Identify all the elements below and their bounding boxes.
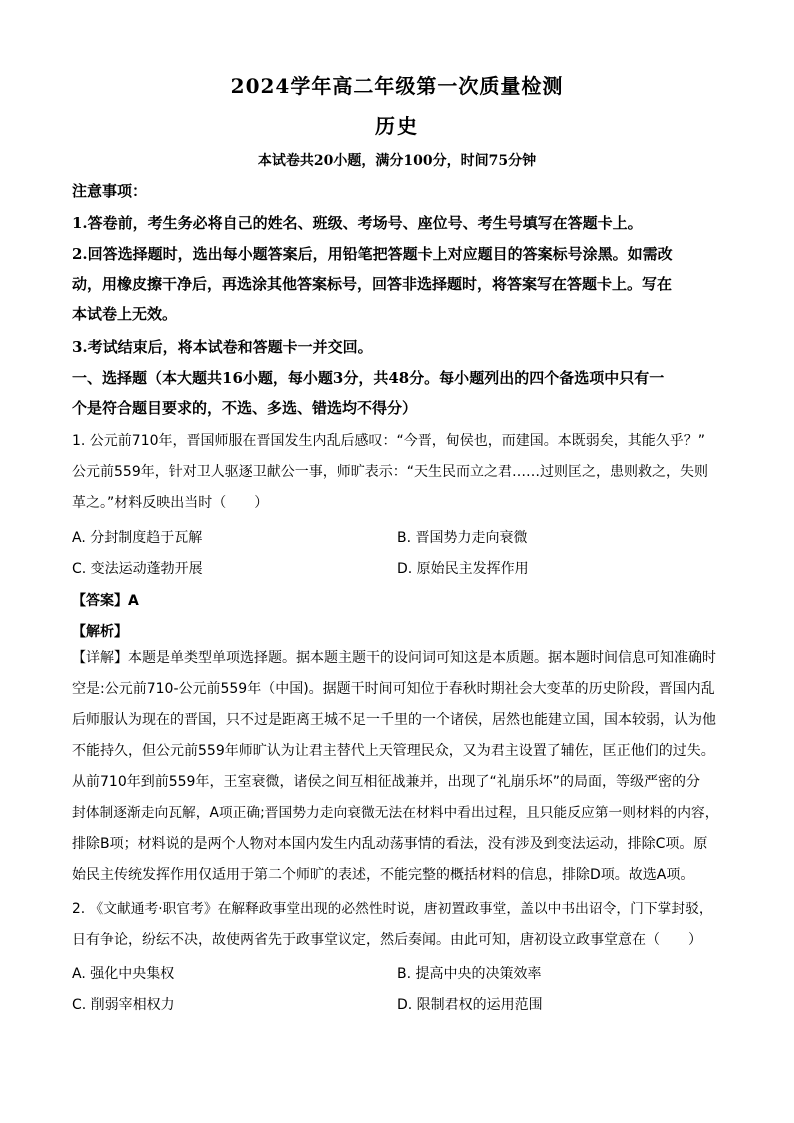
q1-detail-line-1: 【详解】本题是单类型单项选择题。据本题主题干的设问词可知这是本质题。据本题时间信息可知准确时 xyxy=(72,650,716,666)
notice-item-3: 3.考试结束后，将本试卷和答题卡一并交回。 xyxy=(72,338,373,356)
exam-meta: 本试卷共20小题，满分100分，时间75分钟 xyxy=(257,153,537,169)
q2-option-b: B. 提高中央的决策效率 xyxy=(397,966,542,982)
section-heading-line-1: 一、选择题（本大题共16小题，每小题3分，共48分。每小题列出的四个备选项中只有一 xyxy=(72,369,665,387)
q1-option-a: A. 分封制度趋于瓦解 xyxy=(72,530,203,546)
q1-detail-line-7: 排除B项；材料说的是两个人物对本国内发生内乱动荡事情的看法，没有涉及到变法运动，排除C项。原 xyxy=(72,836,708,852)
q1-detail-line-3: 后师服认为现在的晋国，只不过是距离王城不足一千里的一个诸侯，居然也能建立国，国本较弱，认为他 xyxy=(72,712,716,728)
q1-detail-line-2: 空是:公元前710-公元前559年（中国)。据题干时间可知位于春秋时期社会大变革的历史阶段，晋国内乱 xyxy=(72,681,715,697)
q2-stem-line-1: 2. 《文献通考·职官考》在解释政事堂出现的必然性时说，唐初置政事堂，盖以中书出诏令，门下掌封驳， xyxy=(72,901,713,917)
q2-option-d: D. 限制君权的运用范围 xyxy=(397,997,543,1013)
q1-detail-line-6: 封体制逐渐走向瓦解，A项正确;晋国势力走向衰微无法在材料中看出过程，且只能反应第一则材料的内容， xyxy=(72,805,719,821)
notice-item-1: 1.答卷前，考生务必将自己的姓名、班级、考场号、座位号、考生号填写在答题卡上。 xyxy=(72,214,643,232)
q1-detail-line-4: 不能持久，但公元前559年师旷认为让君主替代上天管理民众，又为君主设置了辅佐，匡正他们的过失。 xyxy=(72,743,715,759)
q1-answer: 【答案】A xyxy=(72,593,139,609)
q2-option-c: C. 削弱宰相权力 xyxy=(72,997,175,1013)
q2-stem-line-2: 日有争论，纷纭不决，故使两省先于政事堂议定，然后奏闻。由此可知，唐初设立政事堂意在（ ） xyxy=(72,932,702,948)
q1-option-b: B. 晋国势力走向衰微 xyxy=(397,530,528,546)
exam-title: 2024学年高二年级第一次质量检测 xyxy=(230,74,564,98)
section-heading-line-2: 个是符合题目要求的，不选、多选、错选均不得分） xyxy=(72,399,418,417)
q1-option-c: C. 变法运动蓬勃开展 xyxy=(72,561,203,577)
q1-detail-line-5: 从前710年到前559年，王室衰微，诸侯之间互相征战兼并，出现了“礼崩乐坏”的局面，等级严密的分 xyxy=(72,774,700,790)
q1-stem-line-3: 革之。”材料反映出当时（ ） xyxy=(72,495,269,511)
q1-detail-line-8: 始民主传统发挥作用仅适用于第二个师旷的表述，不能完整的概括材料的信息，排除D项。故选A项。 xyxy=(72,867,695,883)
q1-stem-line-2: 公元前559年，针对卫人驱逐卫献公一事，师旷表示：“天生民而立之君……过则匡之，患则救之，失则 xyxy=(72,464,708,480)
q1-analysis-tag: 【解析】 xyxy=(72,624,128,640)
notice-item-2-line-1: 2.回答选择题时，选出每小题答案后，用铅笔把答题卡上对应题目的答案标号涂黑。如需改 xyxy=(72,245,673,263)
notice-item-2-line-2: 动，用橡皮擦干净后，再选涂其他答案标号，回答非选择题时，将答案写在答题卡上。写在 xyxy=(72,275,673,293)
subject-title: 历史 xyxy=(375,114,419,138)
q2-option-a: A. 强化中央集权 xyxy=(72,966,175,982)
notice-item-2-line-3: 本试卷上无效。 xyxy=(72,305,178,323)
q1-option-d: D. 原始民主发挥作用 xyxy=(397,561,529,577)
q1-stem-line-1: 1. 公元前710年，晋国师服在晋国发生内乱后感叹：“今晋，甸侯也，而建国。本既弱矣，其能久乎？” xyxy=(72,433,706,449)
notice-heading: 注意事项： xyxy=(72,182,148,200)
